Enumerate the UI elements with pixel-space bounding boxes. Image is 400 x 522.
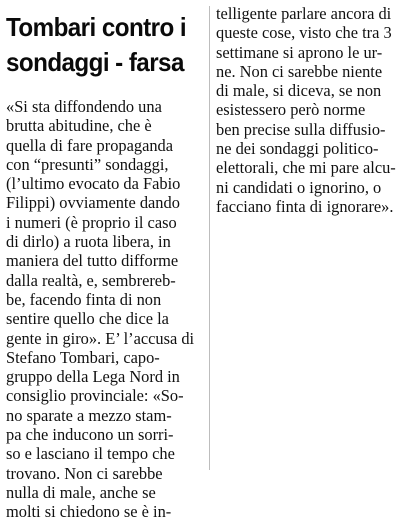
body-line: trovano. Non ci sarebbe [6,463,163,483]
body-line: gruppo della Lega Nord in [6,367,180,387]
article-body-right [216,4,396,216]
body-line: di male, si diceva, se non [216,81,382,101]
left-column [6,0,205,522]
body-line: settimane si aprono le ur- [216,42,383,62]
body-line: gente in giro». E’ l’accusa di [6,328,195,348]
body-line: dalla realtà, e, sembrereb- [6,270,176,290]
article-headline [6,10,191,80]
body-line: Stefano Tombari, capo- [6,347,160,367]
article-body-left [6,97,205,522]
body-line: nulla di male, anche se [6,482,156,502]
body-line: ben precise sulla diffusio- [216,119,386,139]
body-line: quella di fare propaganda [6,135,174,155]
body-line: ne dei sondaggi politico- [216,139,379,159]
body-line: so e lasciano il tempo che [6,444,175,464]
headline-line: Tombari contro i [6,12,187,42]
right-column [216,4,396,216]
body-line: di dirlo) a ruota libera, in [6,232,171,252]
body-line: telligente parlare ancora di [216,4,392,23]
body-line: brutta abitudine, che è [6,116,152,136]
body-line: «Si sta diffondendo una [6,97,162,116]
body-line: no sparate a mezzo stam- [6,405,172,425]
body-line: consiglio provinciale: «So- [6,386,184,406]
body-line: i numeri (è proprio il caso [6,212,177,232]
body-line: ne. Non ci sarebbe niente [216,61,383,81]
body-line: pa che inducono un sorri- [6,425,174,445]
column-divider [209,6,210,470]
body-line: (l’ultimo evocato da Fabio [6,174,181,194]
body-line: Filippi) ovviamente dando [6,193,180,213]
headline-line: sondaggi - farsa [6,47,184,77]
body-line: be, facendo finta di non [6,289,162,309]
body-line: ni candidati o ignorino, o [216,177,382,197]
body-line: facciano finta di ignorare». [216,196,394,216]
body-line: maniera del tutto difforme [6,251,179,271]
body-line: queste cose, visto che tra 3 [216,23,392,43]
body-line: sentire quello che dice la [6,309,169,329]
body-line: elettorali, che mi pare alcu- [216,158,396,178]
body-line: molti si chiedono se è in- [6,502,172,522]
body-line: con “presunti” sondaggi, [6,154,169,174]
body-line: esistessero però norme [216,100,366,120]
